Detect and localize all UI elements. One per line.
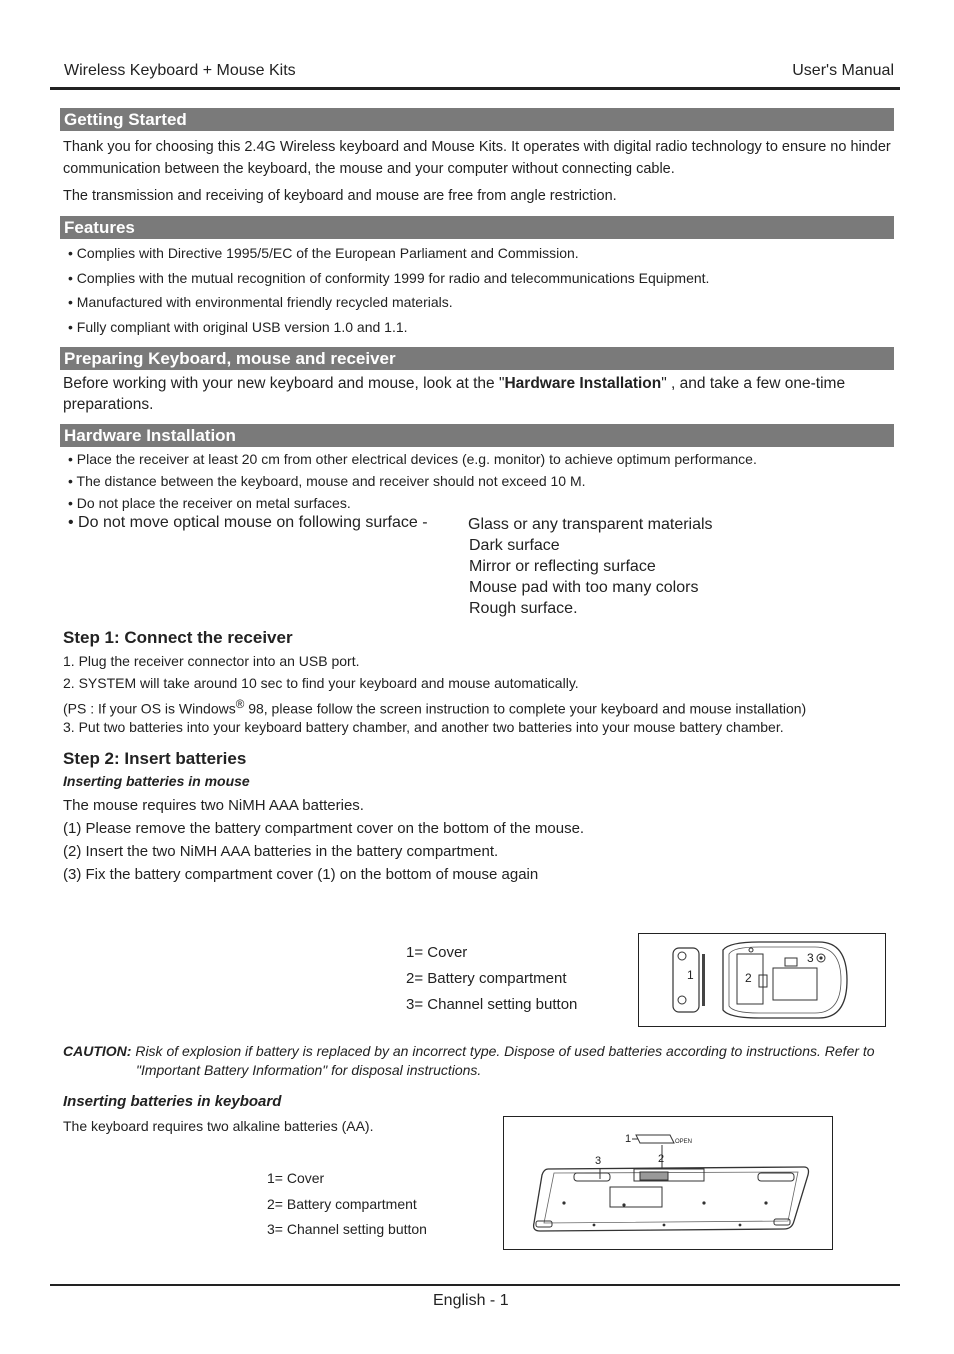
header-manual: User's Manual bbox=[792, 62, 894, 79]
section-preparing: Preparing Keyboard, mouse and receiver bbox=[60, 347, 894, 370]
step2-title: Step 2: Insert batteries bbox=[63, 749, 247, 768]
caution-text-2: "Important Battery Information" for disposal instructions. bbox=[136, 1062, 482, 1078]
list-item: • Fully compliant with original USB version 1.0 and 1.1. bbox=[68, 318, 408, 335]
list-item: • Place the receiver at least 20 cm from other electrical devices (e.g. monitor) to achieve optimum performance. bbox=[68, 451, 757, 467]
list-item: • Manufactured with environmental friendly recycled materials. bbox=[68, 294, 453, 310]
caution-text: Risk of explosion if battery is replaced by an incorrect type. Dispose of used batteries according to instructions. Refer to bbox=[131, 1043, 875, 1059]
list-item: Glass or any transparent materials bbox=[468, 516, 713, 533]
keyboard-legend bbox=[267, 1166, 427, 1243]
list-item: • Complies with the mutual recognition of conformity 1999 for radio and telecommunications Equipment. bbox=[68, 269, 710, 286]
caution-note bbox=[63, 1042, 908, 1061]
list-item: 2= Battery compartment bbox=[406, 970, 567, 987]
mouse-legend bbox=[406, 940, 577, 1018]
keyboard-bottom-illustration bbox=[504, 1117, 832, 1249]
keyboard-figure bbox=[503, 1116, 833, 1250]
mouse-bottom-illustration bbox=[639, 934, 885, 1026]
caution-label: CAUTION: bbox=[63, 1043, 132, 1059]
section-getting-started: Getting Started bbox=[60, 108, 894, 131]
preparing-post: " , and take a few one-time preparations. bbox=[63, 375, 846, 413]
list-item: 2= Battery compartment bbox=[267, 1195, 417, 1212]
section-hardware: Hardware Installation bbox=[60, 424, 894, 447]
step1-line-1: 1. Plug the receiver connector into an USB port. bbox=[63, 653, 360, 669]
list-item: Mouse pad with too many colors bbox=[469, 579, 699, 596]
footer-rule bbox=[50, 1284, 900, 1286]
preparing-pre: Before working with your new keyboard and mouse, look at the " bbox=[63, 375, 505, 392]
list-item: Mirror or reflecting surface bbox=[469, 558, 656, 575]
step1-title: Step 1: Connect the receiver bbox=[63, 628, 293, 647]
mouse-subtitle: Inserting batteries in mouse bbox=[63, 773, 250, 789]
keyboard-label-3: 3 bbox=[595, 1155, 602, 1167]
registered-mark: ® bbox=[235, 698, 245, 711]
list-item: • Do not place the receiver on metal surfaces. bbox=[68, 495, 351, 511]
keyboard-label-2: 2 bbox=[658, 1153, 665, 1165]
getting-started-para-2: The transmission and receiving of keyboard and mouse are free from angle restriction. bbox=[63, 188, 617, 204]
list-item: 3= Channel setting button bbox=[267, 1221, 427, 1237]
mouse-label-2: 2 bbox=[745, 971, 752, 985]
page-number: English - 1 bbox=[433, 1292, 509, 1309]
step1-line-3a: (PS : If your OS is Windows bbox=[63, 700, 236, 717]
keyboard-subtitle: Inserting batteries in keyboard bbox=[63, 1093, 282, 1110]
section-features: Features bbox=[60, 216, 894, 239]
list-item: 3= Channel setting button bbox=[406, 996, 578, 1013]
list-item: • The distance between the keyboard, mouse and receiver should not exceed 10 M. bbox=[68, 473, 586, 489]
surface-list bbox=[468, 514, 713, 619]
features-list bbox=[68, 241, 709, 339]
keyboard-label-open: OPEN bbox=[675, 1139, 693, 1145]
list-item: 1= Cover bbox=[267, 1170, 325, 1186]
list-item: (1) Please remove the battery compartment cover on the bottom of the mouse. bbox=[63, 820, 585, 837]
header-rule bbox=[50, 87, 900, 90]
list-item: • Complies with Directive 1995/5/EC of the European Parliament and Commission. bbox=[68, 245, 579, 261]
mouse-figure bbox=[638, 933, 886, 1027]
list-item: Rough surface. bbox=[469, 600, 578, 617]
keyboard-label-1: 1 bbox=[625, 1133, 632, 1145]
header-title: Wireless Keyboard + Mouse Kits bbox=[64, 62, 296, 79]
keyboard-requirement: The keyboard requires two alkaline batteries (AA). bbox=[63, 1118, 374, 1134]
mouse-label-1: 1 bbox=[687, 968, 694, 982]
getting-started-para-1: Thank you for choosing this 2.4G Wireless keyboard and Mouse Kits. It operates with digital radio technology to ensure no hinder communication between the keyboard, the mouse and your computer without connecting cable. bbox=[63, 139, 891, 177]
mouse-instructions bbox=[63, 794, 584, 886]
list-item: 1= Cover bbox=[406, 944, 468, 961]
step1-line-4: 3. Put two batteries into your keyboard battery chamber, and another two batteries into your mouse battery chamber. bbox=[63, 719, 784, 735]
list-item: (2) Insert the two NiMH AAA batteries in the battery compartment. bbox=[63, 843, 499, 860]
step1-line-3b: 98, please follow the screen instruction to complete your keyboard and mouse installation) bbox=[244, 700, 807, 717]
hardware-list bbox=[68, 448, 757, 514]
surface-lead: • Do not move optical mouse on following surface - bbox=[68, 514, 428, 531]
step1-line-2: 2. SYSTEM will take around 10 sec to find your keyboard and mouse automatically. bbox=[63, 675, 579, 691]
mouse-label-3: 3 bbox=[807, 951, 814, 965]
preparing-bold: Hardware Installation bbox=[504, 375, 662, 392]
list-item: The mouse requires two NiMH AAA batteries. bbox=[63, 797, 364, 814]
preparing-para bbox=[63, 373, 893, 415]
list-item: Dark surface bbox=[469, 537, 560, 554]
list-item: (3) Fix the battery compartment cover (1) on the bottom of mouse again bbox=[63, 866, 539, 883]
